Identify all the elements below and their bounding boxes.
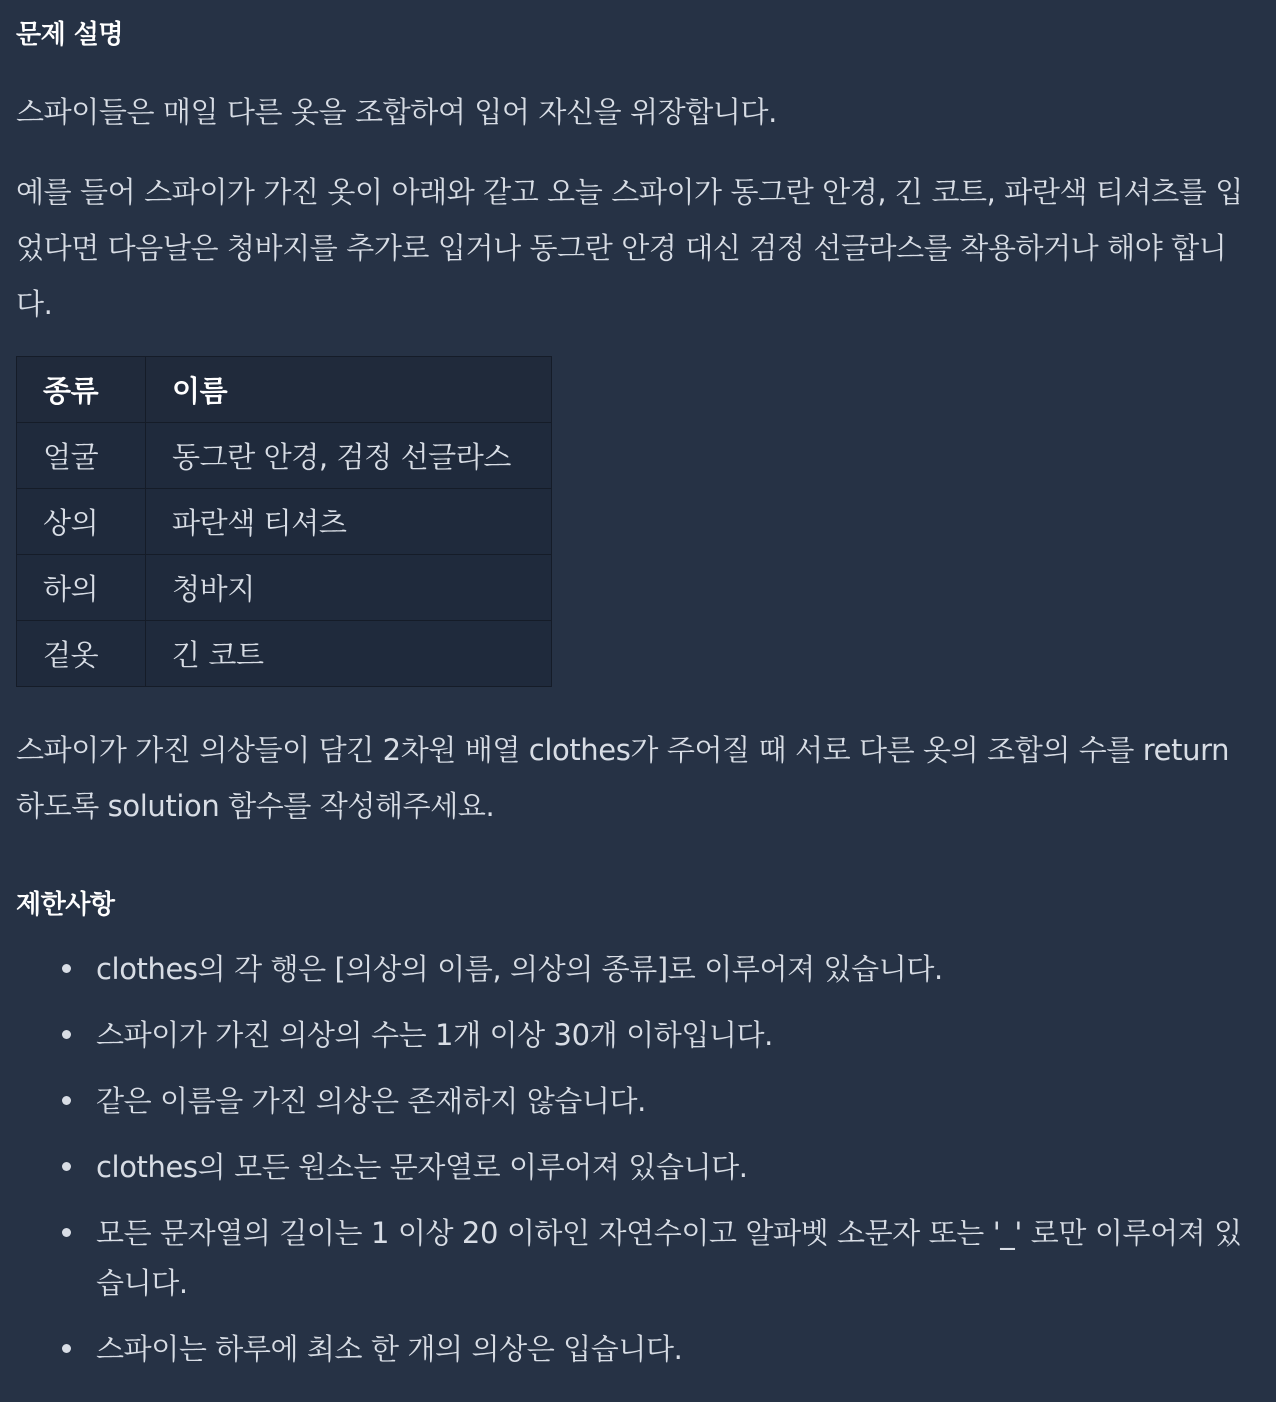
- bullet-icon: [62, 1096, 71, 1105]
- constraint-text: clothes의 각 행은 [의상의 이름, 의상의 종류]로 이루어져 있습니다.: [96, 952, 943, 986]
- list-item: [16, 1208, 1260, 1308]
- constraints-title: 제한사항: [16, 890, 115, 920]
- table-row: [17, 489, 552, 555]
- table-cell-name: 동그란 안경, 검정 선글라스: [146, 423, 552, 489]
- list-item: [16, 1324, 1260, 1374]
- list-item: [16, 1076, 1260, 1126]
- list-item: [16, 944, 1260, 994]
- table-cell-kind: 겉옷: [17, 621, 146, 687]
- table-header-kind: 종류: [17, 357, 146, 423]
- bullet-icon: [62, 1030, 71, 1039]
- constraint-text: 같은 이름을 가진 의상은 존재하지 않습니다.: [96, 1084, 646, 1118]
- bullet-icon: [62, 1344, 71, 1353]
- table-row: [17, 555, 552, 621]
- table-cell-kind: 상의: [17, 489, 146, 555]
- table-cell-kind: 얼굴: [17, 423, 146, 489]
- table-cell-kind: 하의: [17, 555, 146, 621]
- table-header-row: [17, 357, 552, 423]
- bullet-icon: [62, 1162, 71, 1171]
- description-title: 문제 설명: [16, 20, 124, 50]
- constraint-text: clothes의 모든 원소는 문자열로 이루어져 있습니다.: [96, 1150, 748, 1184]
- table-cell-name: 파란색 티셔츠: [146, 489, 552, 555]
- bullet-icon: [62, 1228, 71, 1237]
- constraint-text: 스파이는 하루에 최소 한 개의 의상은 입습니다.: [96, 1332, 683, 1366]
- intro-paragraph: 스파이들은 매일 다른 옷을 조합하여 입어 자신을 위장합니다.: [16, 95, 777, 129]
- table-row: [17, 423, 552, 489]
- task-paragraph: 스파이가 가진 의상들이 담긴 2차원 배열 clothes가 주어질 때 서로 다른 옷의 조합의 수를 return 하도록 solution 함수를 작성해주세요.: [16, 733, 1230, 823]
- bullet-icon: [62, 964, 71, 973]
- clothes-table: [16, 356, 552, 687]
- list-item: [16, 1010, 1260, 1060]
- example-paragraph: 예를 들어 스파이가 가진 옷이 아래와 같고 오늘 스파이가 동그란 안경, 긴 코트, 파란색 티셔츠를 입었다면 다음날은 청바지를 추가로 입거나 동그란 안경 대신 검정 선글라스를 착용하거나 해야 합니다.: [16, 175, 1243, 321]
- table-header-name: 이름: [146, 357, 552, 423]
- table-cell-name: 긴 코트: [146, 621, 552, 687]
- constraint-text: 모든 문자열의 길이는 1 이상 20 이하인 자연수이고 알파벳 소문자 또는 '_' 로만 이루어져 있습니다.: [96, 1216, 1242, 1300]
- table-cell-name: 청바지: [146, 555, 552, 621]
- table-row: [17, 621, 552, 687]
- constraint-text: 스파이가 가진 의상의 수는 1개 이상 30개 이하입니다.: [96, 1018, 773, 1052]
- constraints-list: [16, 944, 1260, 1390]
- list-item: [16, 1142, 1260, 1192]
